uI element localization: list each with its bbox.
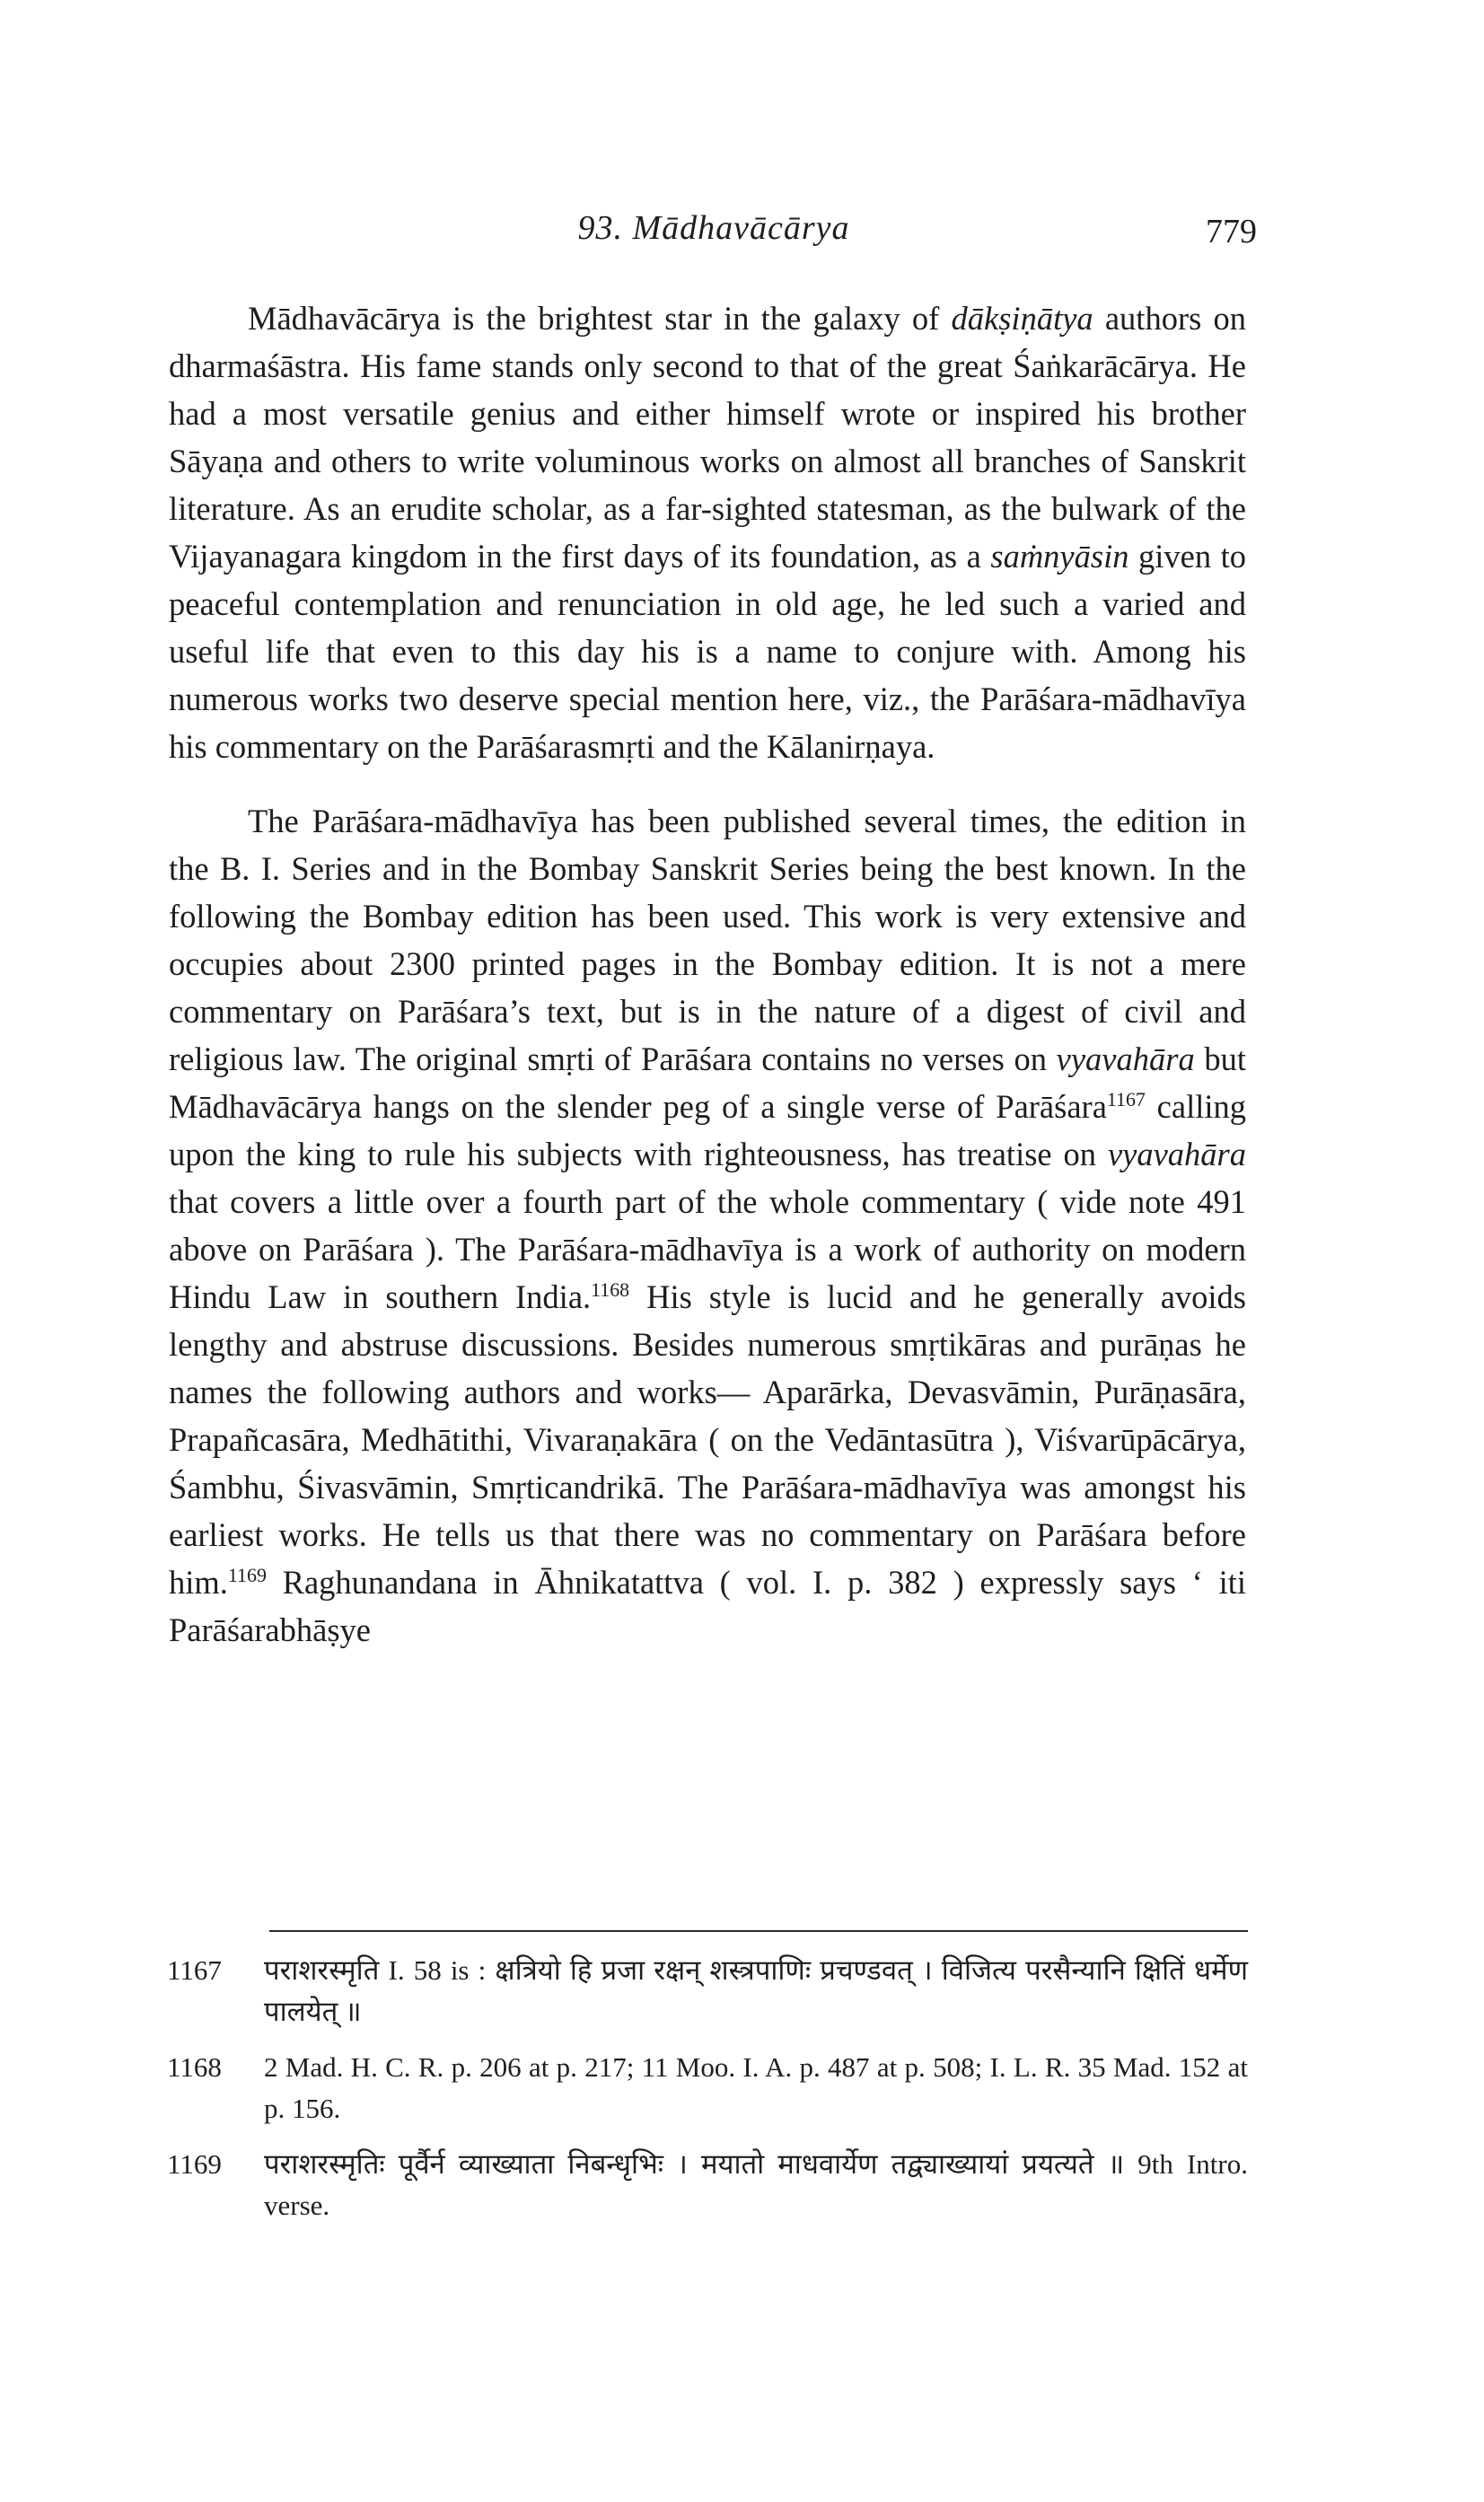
text-run: Mādhavācārya is the brightest star in the galaxy of bbox=[248, 300, 952, 337]
body-text bbox=[169, 294, 1246, 1681]
text-run: His style is lucid and he generally avoids lengthy and abstruse discussions. Besides numerous smṛtikāras and purāṇas he names the following authors and works— Aparārka, Devasvāmin, Purāṇasāra, Prapañcasāra, Medhātithi, Vivaraṇakāra ( on the Vedāntasūtra ), Viśvarūpācārya, Śambhu, Śivasvāmin, Smṛticandrikā. The Parāśara-mādhavīya was amongst his earliest works. He tells us that there was no commentary on Parāśara before him. bbox=[169, 1278, 1246, 1601]
running-head bbox=[171, 208, 1257, 262]
footnote-rule bbox=[269, 1930, 1248, 1932]
italic-term: saṁnyāsin bbox=[990, 538, 1129, 575]
text-run: that covers a little over a fourth part of the whole commentary ( vide note 491 above on Parāśara ). The Parāśara-mādhavīya is a work of authority on modern Hindu Law in southern India. bbox=[169, 1183, 1246, 1315]
page-number: 779 bbox=[1206, 213, 1257, 250]
text-run: The Parāśara-mādhavīya has been published several times, the edition in the B. I. Series and in the Bombay Sanskrit Series being the best known. In the following the Bombay edition has been used. This work is very extensive and occupies about 2300 printed pages in the Bombay edition. It is not a mere commentary on Parāśara’s text, but is in the nature of a digest of civil and religious law. The original smṛti of Parāśara contains no verses on bbox=[169, 803, 1246, 1077]
chapter-title: 93. Mādhavācārya bbox=[577, 209, 850, 247]
paragraph-2 bbox=[169, 797, 1246, 1654]
italic-term: vyavahāra bbox=[1107, 1136, 1246, 1172]
text-run: authors on dharmaśāstra. His fame stands only second to that of the great Śaṅkarācārya. He had a most versatile genius and either himself wrote or inspired his brother Sāyaṇa and others to write voluminous works on almost all branches of Sanskrit literature. As an erudite scholar, as a far-sighted statesman, as the bulwark of the Vijayanagara kingdom in the first days of its foundation, as a bbox=[169, 300, 1246, 575]
footnote-number: 1167 bbox=[167, 1954, 222, 1986]
footnotes bbox=[167, 1950, 1248, 2241]
footnote-number: 1168 bbox=[167, 2051, 222, 2083]
footnote-1168 bbox=[167, 2047, 1248, 2129]
italic-term: vyavahāra bbox=[1056, 1040, 1195, 1077]
footnote-1167 bbox=[167, 1950, 1248, 2032]
paragraph-1 bbox=[169, 294, 1246, 770]
text-run: calling upon the king to rule his subjects with righteousness, has treatise on bbox=[169, 1088, 1246, 1172]
footnote-text: पराशरस्मृतिः पूर्वैर्न व्याख्याता निबन्धृभिः । मयातो माधवार्येण तद्व्याख्यायां प्रयत्यते ॥ 9th Intro. verse. bbox=[264, 2148, 1248, 2221]
footnote-number: 1169 bbox=[167, 2148, 222, 2180]
text-run: Raghunandana in Āhnikatattva ( vol. I. p. 382 ) expressly says ‘ iti Parāśarabhāṣye bbox=[169, 1564, 1246, 1648]
footnote-reference: 1168 bbox=[591, 1277, 630, 1301]
text-run: but Mādhavācārya hangs on the slender peg of a single verse of Parāśara bbox=[169, 1040, 1246, 1125]
footnote-text: 2 Mad. H. C. R. p. 206 at p. 217; 11 Moo. I. A. p. 487 at p. 508; I. L. R. 35 Mad. 152 at p. 156. bbox=[264, 2051, 1248, 2124]
footnote-text: पराशरस्मृति I. 58 is : क्षत्रियो हि प्रजा रक्षन् शस्त्रपाणिः प्रचण्डवत् । विजित्य परसैन्यानि क्षितिं धर्मेण पालयेत् ॥ bbox=[264, 1954, 1248, 2027]
text-run: given to peaceful contemplation and renunciation in old age, he led such a varied and useful life that even to this day his is a name to conjure with. Among his numerous works two deserve special mention here, viz., the Parāśara-mādhavīya his commentary on the Parāśarasmṛti and the Kālanirṇaya. bbox=[169, 538, 1247, 765]
footnote-1169 bbox=[167, 2144, 1248, 2226]
footnote-reference: 1169 bbox=[227, 1563, 267, 1586]
footnote-reference: 1167 bbox=[1106, 1087, 1146, 1111]
italic-term: dākṣiṇātya bbox=[951, 300, 1093, 337]
